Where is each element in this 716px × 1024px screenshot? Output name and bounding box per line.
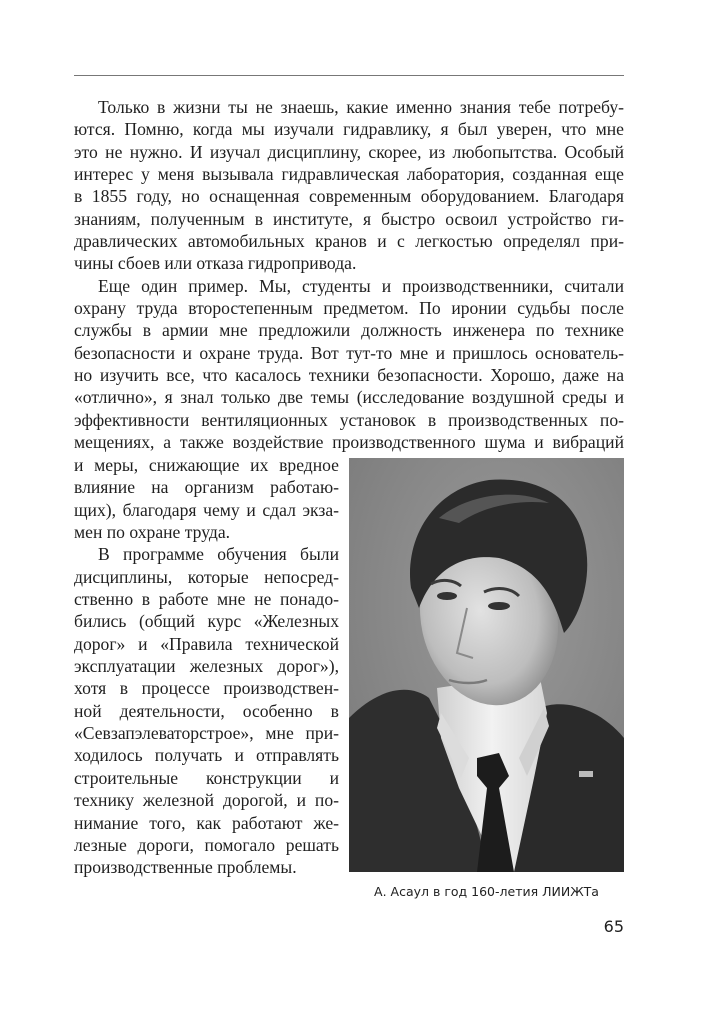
text-line: щих), благодаря чему и сдал экза- [74, 499, 339, 520]
text-line: эксплуатации железных дорог»), [74, 656, 339, 677]
text-line: хотя в процессе производствен- [74, 678, 339, 699]
text-line: «Севзапэлеваторстрое», мне при- [74, 723, 339, 744]
text-line: дорог» и «Правила технической [74, 633, 339, 654]
text-line: Еще один пример. Мы, студенты и производственники, считали [98, 275, 624, 296]
text-line: В программе обучения были [98, 544, 339, 565]
paragraph-3 [74, 543, 339, 878]
text-line: и меры, снижающие их вредное [74, 455, 339, 475]
text-line: безопасности и охране труда. Вот тут-то мне и пришлось основатель- [74, 342, 624, 363]
header-rule [74, 75, 624, 76]
text-line: чины сбоев или отказа гидропривода. [74, 253, 357, 274]
text-line: технику железной дорогой, и по- [74, 790, 339, 811]
text-line: бились (общий курс «Железных [74, 611, 339, 632]
text-line: но изучить все, что касалось техники безопасности. Хорошо, даже на [74, 365, 624, 386]
paragraph-2-continued [74, 454, 339, 543]
body-text-narrow-column [74, 454, 339, 879]
text-line: интерес у меня вызывала гидравлическая лаборатория, созданная еще [74, 164, 624, 185]
text-line: эффективности вентиляционных установок в производственных по- [74, 409, 624, 430]
text-line: дравлических автомобильных кранов и с легкостью определял при- [74, 231, 624, 252]
page-number: 65 [603, 917, 624, 936]
paragraph-2 [74, 275, 624, 454]
text-line: службы в армии мне предложили должность инженера по технике [74, 320, 624, 341]
text-line: дисциплины, которые непосред- [74, 566, 339, 587]
body-text-full-width [74, 96, 624, 454]
text-line: знаниям, полученным в институте, я быстро освоил устройство ги- [74, 208, 624, 229]
photo-caption: А. Асаул в год 160-летия ЛИИЖТа [374, 884, 599, 899]
text-line: ходилось получать и отправлять [74, 745, 339, 766]
text-line: ются. Помню, когда мы изучали гидравлику, я был уверен, что мне [74, 119, 624, 140]
text-line: охрану труда второстепенным предметом. По иронии судьбы после [74, 298, 624, 319]
text-line: производственные проблемы. [74, 857, 297, 878]
text-line: мещениях, а также воздействие производственного шума и вибраций [74, 432, 624, 453]
text-line: нимание того, как работают же- [74, 812, 339, 833]
paragraph-1 [74, 96, 624, 275]
portrait-photo [349, 458, 624, 872]
text-line: строительные конструкции и [74, 767, 339, 788]
text-line: ственно в работе мне не понадо- [74, 589, 339, 610]
text-line: в 1855 году, но оснащенная современным оборудованием. Благодаря [74, 186, 624, 207]
text-line: это не нужно. И изучал дисциплину, скорее, из любопытства. Особый [74, 141, 624, 162]
text-line: Только в жизни ты не знаешь, какие именно знания тебе потребу- [98, 97, 624, 117]
text-line: ной деятельности, особенно в [74, 700, 339, 721]
text-line: лезные дороги, помогало решать [74, 834, 339, 855]
text-line: «отлично», я знал только две темы (исследование воздушной среды и [74, 387, 624, 408]
text-line: мен по охране труда. [74, 522, 231, 543]
text-line: влияние на организм работаю- [74, 477, 339, 498]
